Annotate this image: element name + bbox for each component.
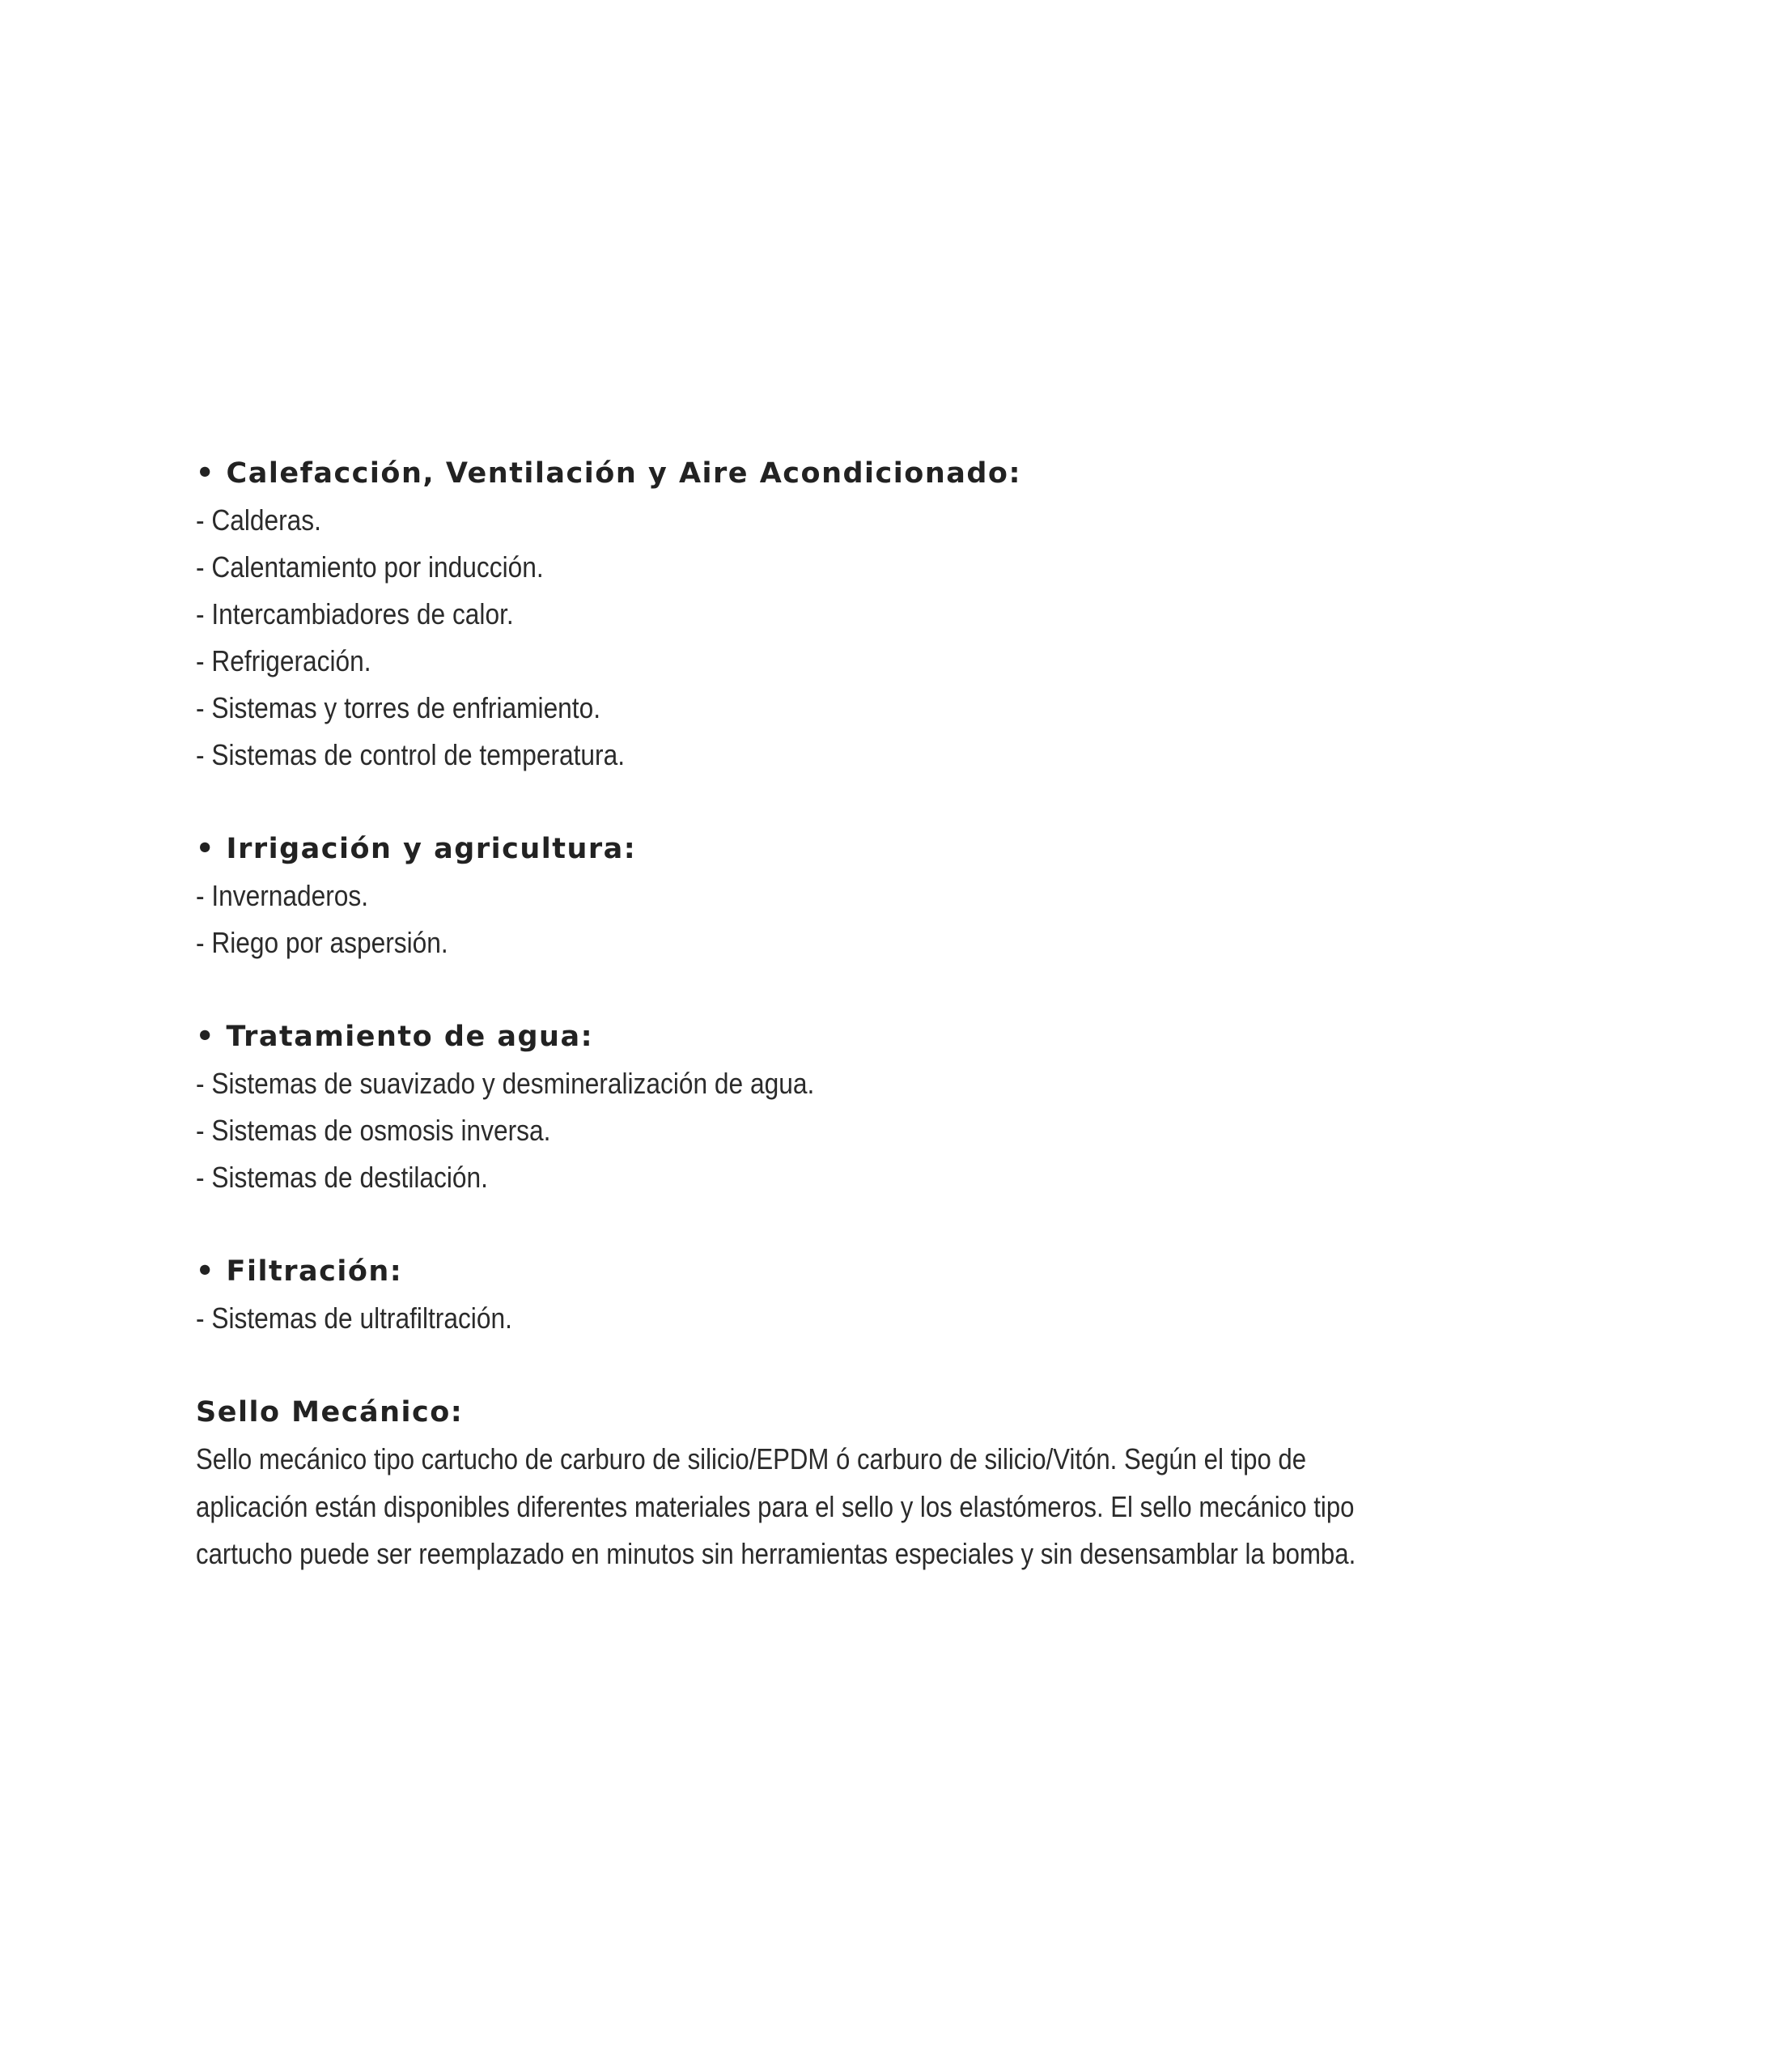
section-heading: • Tratamiento de agua:	[196, 1021, 594, 1053]
list-item: - Riego por aspersión.	[196, 926, 448, 959]
list-item: - Sistemas de destilación.	[196, 1161, 488, 1194]
list-item: - Sistemas de suavizado y desmineralización de agua.	[196, 1067, 815, 1100]
list-item: - Sistemas y torres de enfriamiento.	[196, 691, 601, 724]
section-heading: • Calefacción, Ventilación y Aire Acondicionado:	[196, 457, 1021, 490]
list-item: - Calentamiento por inducción.	[196, 550, 544, 584]
paragraph-line: cartucho puede ser reemplazado en minutos sin herramientas especiales y sin desensamblar la bomba.	[196, 1537, 1356, 1570]
seal-heading: Sello Mecánico:	[196, 1396, 464, 1429]
section-water-treatment	[196, 1013, 1620, 1201]
list-item: - Calderas.	[196, 503, 321, 537]
list-item: - Intercambiadores de calor.	[196, 597, 514, 631]
section-heading: • Irrigación y agricultura:	[196, 833, 637, 865]
list-item: - Sistemas de ultrafiltración.	[196, 1301, 512, 1335]
seal-paragraph	[196, 1436, 1596, 1578]
paragraph-line: aplicación están disponibles diferentes materiales para el sello y los elastómeros. El sello mecánico tipo	[196, 1489, 1355, 1523]
section-irrigation	[196, 826, 1620, 966]
section-hvac	[196, 450, 1620, 779]
document-body	[196, 450, 1620, 1625]
section-mechanical-seal	[196, 1389, 1620, 1578]
list-item: - Sistemas de osmosis inversa.	[196, 1114, 551, 1147]
section-filtration	[196, 1248, 1620, 1342]
list-item: - Refrigeración.	[196, 644, 371, 677]
list-item: - Sistemas de control de temperatura.	[196, 738, 626, 771]
list-item: - Invernaderos.	[196, 879, 369, 912]
paragraph-line: Sello mecánico tipo cartucho de carburo de silicio/EPDM ó carburo de silicio/Vitón. Según el tipo de	[196, 1442, 1307, 1475]
section-heading: • Filtración:	[196, 1255, 403, 1288]
